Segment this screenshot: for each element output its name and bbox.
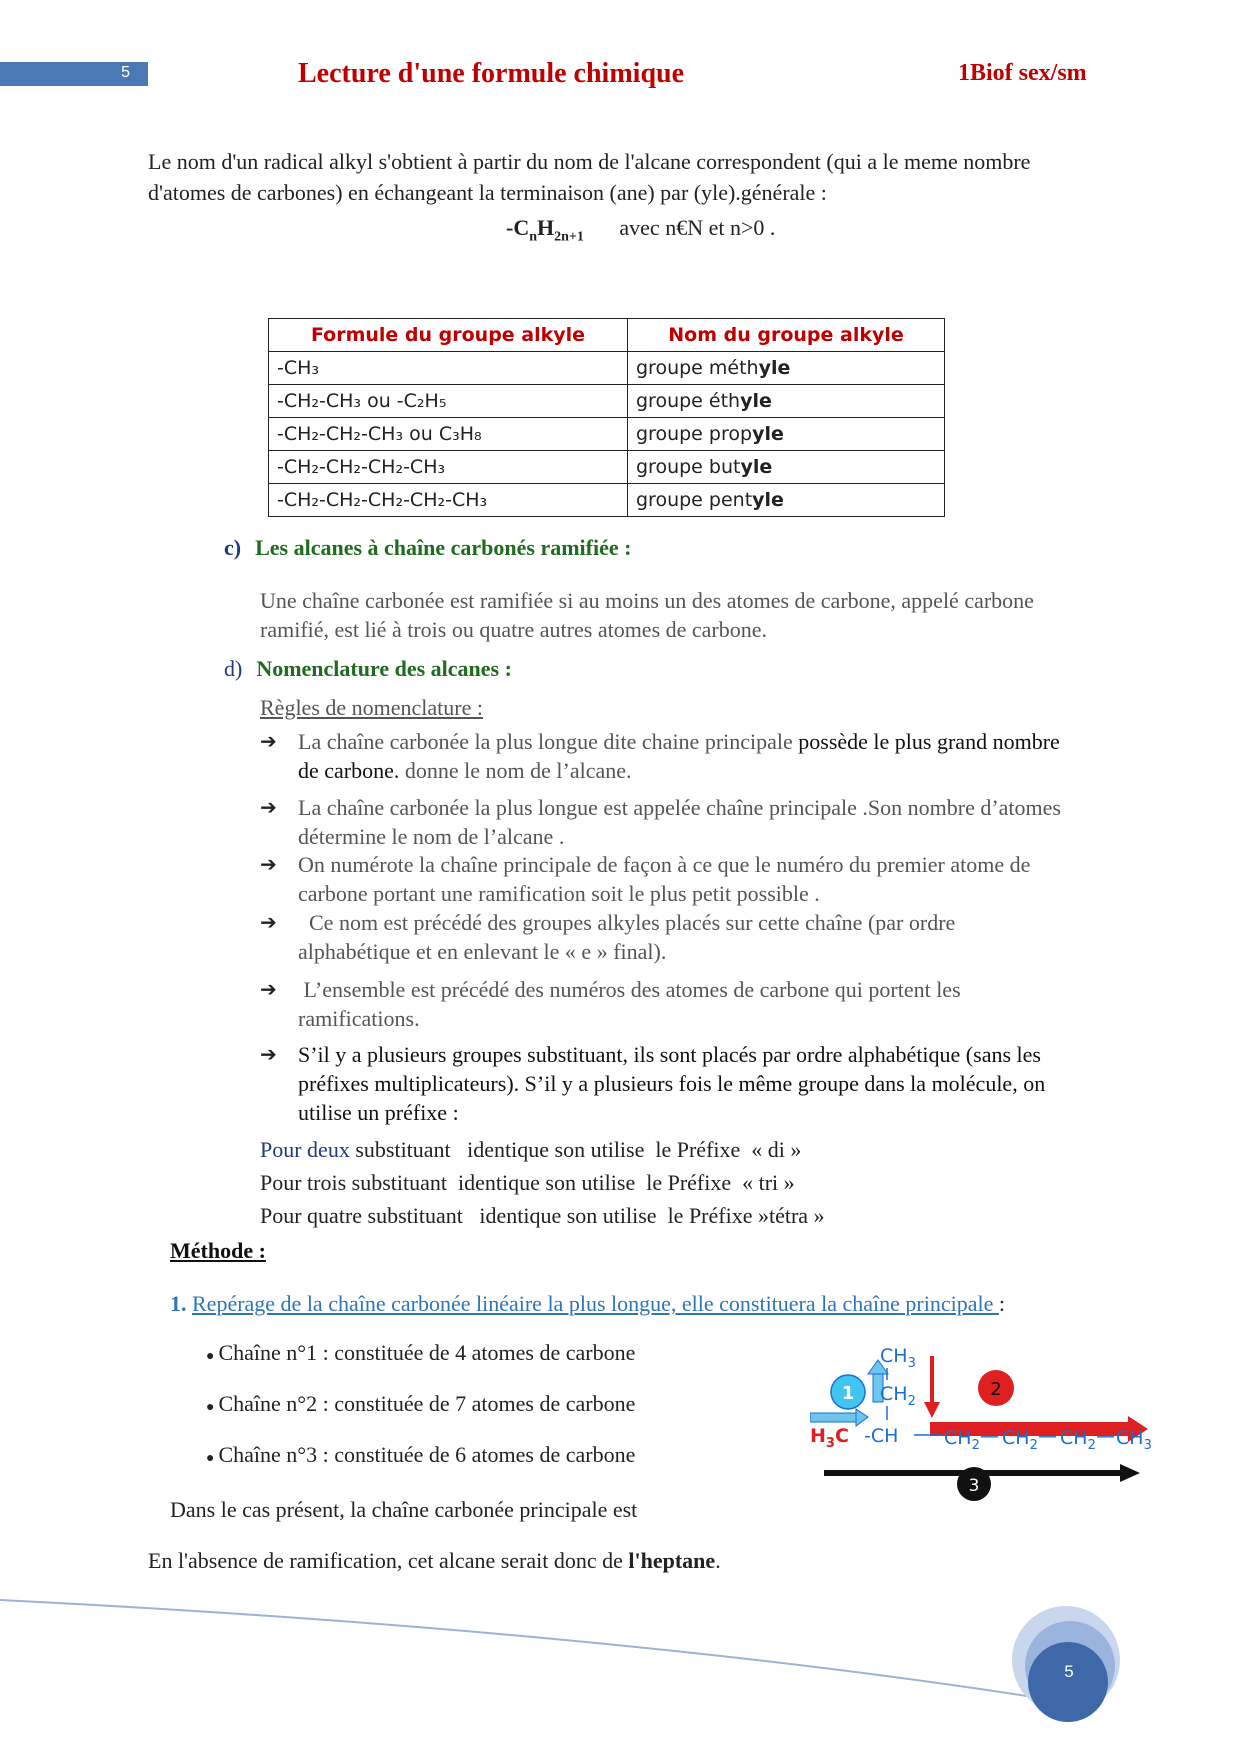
section-c-text-2: ramifié, est lié à trois ou quatre autres atomes de carbone.: [260, 617, 768, 642]
prefix-line-tri: Pour trois substituant identique son utilise le Préfixe « tri »: [260, 1170, 795, 1195]
ch-group: -CH: [864, 1425, 899, 1447]
footer-decoration: [0, 1590, 1240, 1754]
table-row: [269, 418, 945, 451]
arrow-right-icon: ➔: [260, 1042, 277, 1066]
table-header-row: [269, 319, 945, 352]
page-title: Lecture d'une formule chimique: [298, 58, 685, 89]
table-row: [269, 385, 945, 418]
table-cell-name: groupe propyle: [628, 418, 945, 451]
rule-item: ➔ La chaîne carbonée la plus longue est appelée chaîne principale .Son nombre d’atomes détermine le nom de l’alcane .: [260, 795, 1061, 849]
bond: —: [1096, 1425, 1115, 1447]
main-ch2-2: $CH_2$: [1002, 1427, 1038, 1453]
arrow-right-icon: ➔: [260, 977, 277, 1001]
arrow-right-icon: ➔: [260, 852, 277, 876]
table-row: [269, 484, 945, 517]
blue-right-arrow: [810, 1413, 856, 1422]
chain-list-item: ● Chaîne n°1 : constituée de 4 atomes de carbone: [206, 1340, 636, 1365]
badge-1-label: 1: [841, 1383, 855, 1404]
table-cell-name: groupe butyle: [628, 451, 945, 484]
table-row: [269, 352, 945, 385]
table-cell-name: groupe méthyle: [628, 352, 945, 385]
header-page-tab: [0, 62, 148, 86]
prefix-line-tetra: Pour quatre substituant identique son utilise le Préfixe »tétra »: [260, 1203, 825, 1228]
arrow-right-icon: ➔: [260, 795, 277, 819]
table-header-name: Nom du groupe alkyle: [628, 319, 945, 352]
rule-item: ➔ On numérote la chaîne principale de façon à ce que le numéro du premier atome de carbone portant une ramification soit le plus petit possible .: [260, 852, 1031, 906]
final-text: En l'absence de ramification, cet alcane serait donc de l'heptane.: [148, 1548, 721, 1573]
main-ch2-1: $CH_2$: [944, 1427, 980, 1453]
badge-3-label: 3: [968, 1476, 980, 1496]
branch-ch2: $CH_2$: [880, 1383, 916, 1409]
table-cell-formula: -CH₃: [269, 352, 628, 385]
header-page-number: 5: [121, 64, 130, 81]
chain-list-item: ● Chaîne n°2 : constituée de 7 atomes de carbone: [206, 1391, 636, 1416]
chain-list-item: ● Chaîne n°3 : constituée de 6 atomes de carbone: [206, 1442, 636, 1467]
section-d-heading: d) Nomenclature des alcanes :: [224, 656, 512, 681]
table-cell-name: groupe éthyle: [628, 385, 945, 418]
footer-circle-inner: [1028, 1642, 1108, 1722]
methode-step-1: 1. Repérage de la chaîne carbonée linéaire la plus longue, elle constituera la chaîne principale :: [170, 1291, 1006, 1316]
chain-diagram: [810, 1342, 1200, 1502]
top-ch3: $CH_3$: [880, 1345, 916, 1371]
table-cell-name: groupe pentyle: [628, 484, 945, 517]
rules-subheading: Règles de nomenclature :: [260, 695, 483, 720]
table-cell-formula: -CH₂-CH₂-CH₂-CH₂-CH₃: [269, 484, 628, 517]
rule-item: ➔ S’il y a plusieurs groupes substituant, ils sont placés par ordre alphabétique (sans les préfixes multiplicateurs). S’il y a plusieurs fois le même groupe dans la molécule, on utilise un préfixe :: [260, 1042, 1046, 1125]
main-ch3: $CH_3$: [1116, 1427, 1152, 1453]
class-level: 1Biof sex/sm: [958, 60, 1087, 86]
arrow-right-icon: ➔: [260, 910, 277, 934]
arrow-right-icon: ➔: [260, 729, 277, 753]
main-ch2-3: $CH_2$: [1060, 1427, 1096, 1453]
rule-item: ➔ La chaîne carbonée la plus longue dite chaine principale possède le plus grand nombre de carbone. donne le nom de l’alcane.: [260, 729, 1060, 783]
table-cell-formula: -CH₂-CH₃ ou -C₂H₅: [269, 385, 628, 418]
blue-right-arrow-head: [856, 1409, 868, 1426]
table-header-formula: Formule du groupe alkyle: [269, 319, 628, 352]
footer-page-number: 5: [1064, 1662, 1074, 1681]
black-arrow-head: [1120, 1464, 1140, 1482]
intro-line-2: d'atomes de carbones) en échangeant la terminaison (ane) par (yle).générale :: [148, 180, 827, 205]
bond: —: [1038, 1425, 1057, 1447]
alkyl-groups-table: [268, 318, 945, 517]
table-cell-formula: -CH₂-CH₂-CH₃ ou C₃H₈: [269, 418, 628, 451]
prefix-line-di: Pour deux substituant identique son utilise le Préfixe « di »: [260, 1137, 802, 1162]
rule-item: ➔ L’ensemble est précédé des numéros des atomes de carbone qui portent les ramifications.: [260, 977, 961, 1031]
table-row: [269, 451, 945, 484]
intro-line-1: Le nom d'un radical alkyl s'obtient à partir du nom de l'alcane correspondent (qui a le meme nombre: [148, 149, 1031, 174]
rule-item: ➔ Ce nom est précédé des groupes alkyles placés sur cette chaîne (par ordre alphabétique et en enlevant le « e » final).: [260, 910, 956, 964]
general-formula: $-C_nH_{2n+1}$ avec n€N et n>0 .: [506, 215, 776, 245]
footer-curve: [0, 1600, 1040, 1698]
bond: —: [980, 1425, 999, 1447]
section-c-text-1: Une chaîne carbonée est ramifiée si au moins un des atomes de carbone, appelé carbone: [260, 588, 1034, 613]
red-arrow-head: [924, 1402, 940, 1418]
h3c-group: $H_3C$: [810, 1425, 849, 1451]
methode-heading: Méthode :: [170, 1238, 266, 1263]
badge-2-label: 2: [990, 1379, 1002, 1400]
conclusion-text: Dans le cas présent, la chaîne carbonée principale est: [170, 1497, 638, 1522]
section-c-heading: c) Les alcanes à chaîne carbonés ramifiée :: [224, 535, 632, 560]
table-cell-formula: -CH₂-CH₂-CH₂-CH₃: [269, 451, 628, 484]
